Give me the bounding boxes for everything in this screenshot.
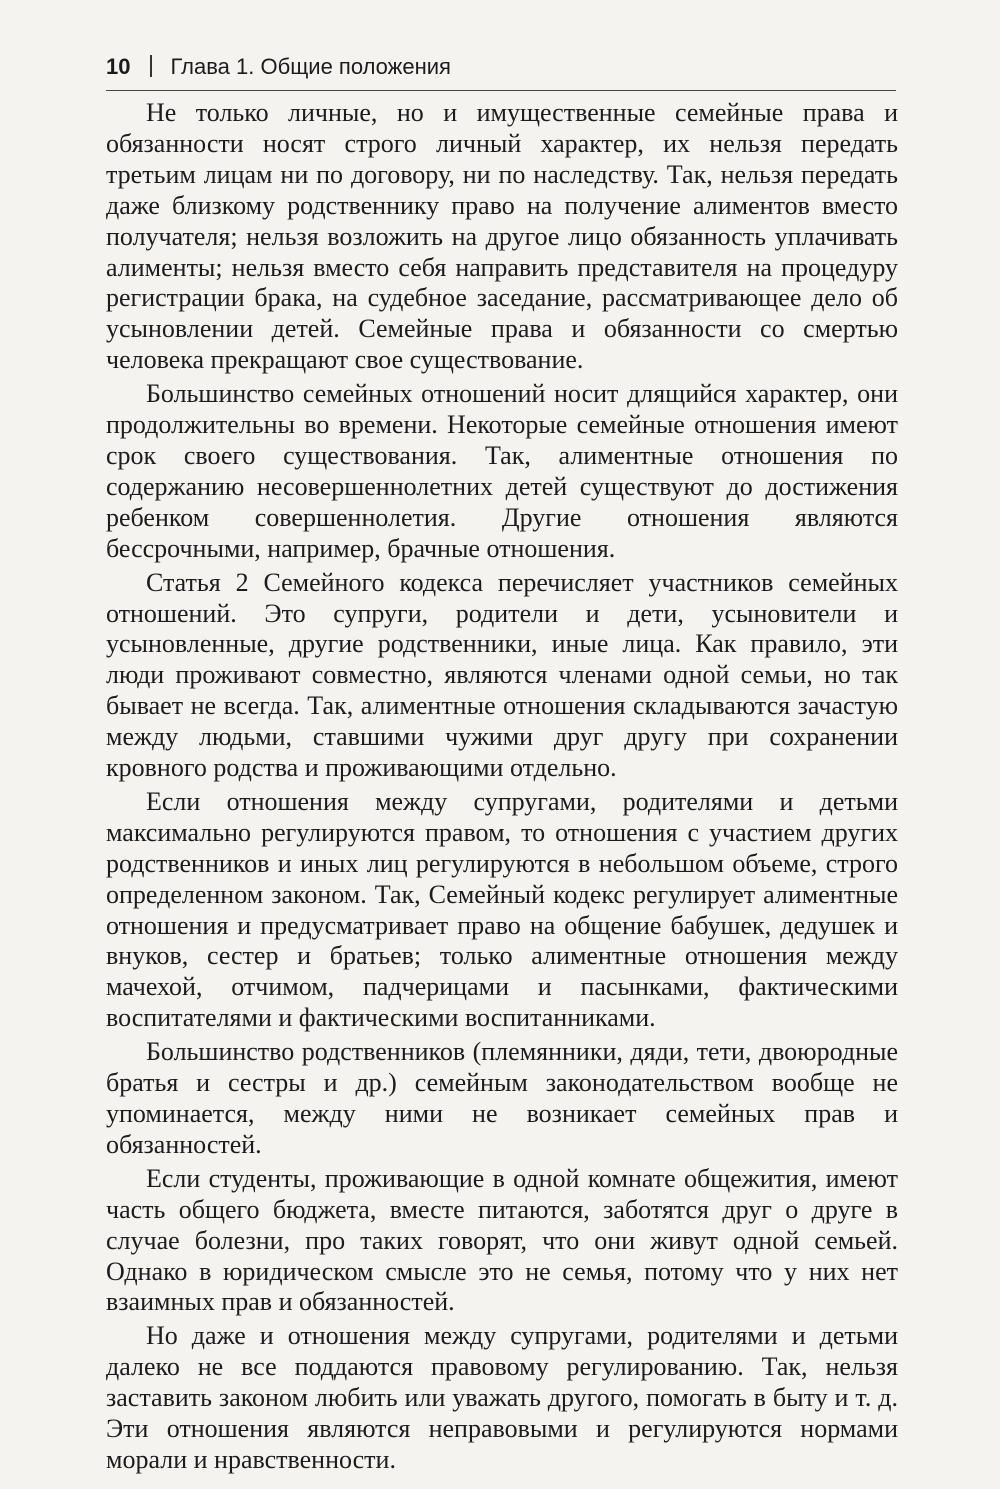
running-head: [106, 50, 896, 91]
text-body: [106, 98, 898, 1479]
chapter-title: Глава 1. Общие положения: [170, 54, 451, 79]
paragraph: Если студенты, проживающие в одной комнате общежития, имеют часть общего бюджета, вместе питаются, заботятся друг о друге в случае болезни, про таких говорят, что они живут одной семьей. Однако в юридическом смысле это не семья, потому что у них нет взаимных прав и обязанностей.: [106, 1163, 898, 1317]
paragraph: Статья 2 Семейного кодекса перечисляет участников семейных отношений. Это супруги, родители и дети, усыновители и усыновленные, другие родственники, иные лица. Как правило, эти люди проживают совместно, являются членами одной семьи, но так бывает не всегда. Так, алиментные отношения складываются зачастую между людьми, ставшими чужими друг другу при сохранении кровного родства и проживающими отдельно.: [106, 567, 898, 783]
header-separator: [150, 55, 152, 77]
paragraph: Не только личные, но и имущественные семейные права и обязанности носят строго личный характер, их нельзя передать третьим лицам ни по договору, ни по наследству. Так, нельзя передать даже близкому родственнику право на получение алиментов вместо получателя; нельзя возложить на другое лицо обязанность уплачивать алименты; нельзя вместо себя направить представителя на процедуру регистрации брака, на судебное заседание, рассматривающее дело об усыновлении детей. Семейные права и обязанности со смертью человека прекращают свое существование.: [106, 98, 898, 375]
paragraph: Но даже и отношения между супругами, родителями и детьми далеко не все поддаются правовому регулированию. Так, нельзя заставить законом любить или уважать другого, помогать в быту и т. д. Эти отношения являются неправовыми и регулируются нормами морали и нравственности.: [106, 1321, 898, 1474]
paragraph: Большинство семейных отношений носит длящийся характер, они продолжительны во времени. Некоторые семейные отношения имеют срок своего существования. Так, алиментные отношения по содержанию несовершеннолетних детей существуют до достижения ребенком совершеннолетия. Другие отношения являются бессрочными, например, брачные отношения.: [106, 379, 898, 563]
paragraph: Если отношения между супругами, родителями и детьми максимально регулируются правом, то отношения с участием других родственников и иных лиц регулируются в небольшом объеме, строго определенном законом. Так, Семейный кодекс регулирует алиментные отношения и предусматривает право на общение бабушек, дедушек и внуков, сестер и братьев; только алиментные отношения между мачехой, отчимом, падчерицами и пасынками, фактическими воспитателями и фактическими воспитанниками.: [106, 786, 898, 1033]
paragraph: Большинство родственников (племянники, дяди, тети, двоюродные братья и сестры и др.) семейным законодательством вообще не упоминается, между ними не возникает семейных прав и обязанностей.: [106, 1037, 898, 1159]
page-number: 10: [106, 54, 131, 79]
